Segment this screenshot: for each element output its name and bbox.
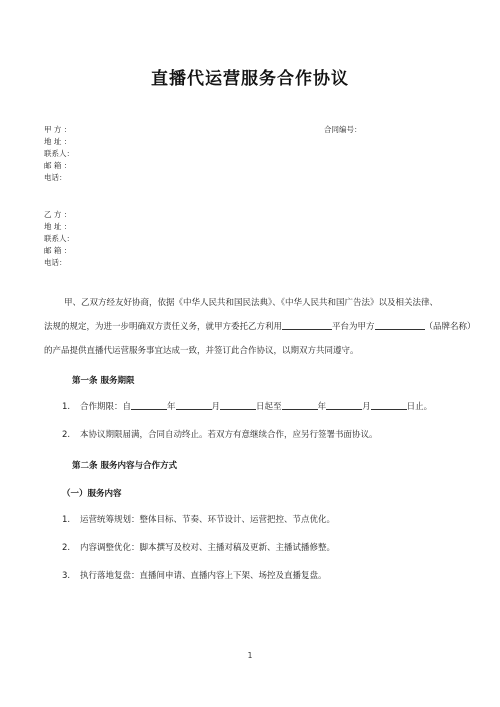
end-month-blank — [326, 402, 362, 410]
item-number: 2. — [62, 430, 71, 440]
item-number: 1. — [62, 515, 71, 525]
article-1-item-2 — [62, 430, 378, 440]
party-a-phone-label: 电话： — [44, 173, 67, 182]
end-day-blank — [371, 402, 407, 410]
term-prefix: 合作期限：自 — [80, 402, 132, 412]
month-label: 月 — [362, 402, 371, 412]
item-text: 本协议期限届满，合同自动终止。若双方有意继续合作，应另行签署书面协议。 — [80, 430, 378, 440]
platform-blank — [282, 322, 332, 330]
year-label: 年 — [167, 402, 176, 412]
item-text: 运营统筹规划：整体目标、节奏、环节设计、运营把控、节点优化。 — [80, 515, 336, 525]
intro-line-1: 甲、乙双方经友好协商，依据《中华人民共和国民法典》、《中华人民共和国广告法》以及相关法律、 — [64, 298, 439, 308]
list-item — [62, 515, 335, 525]
month-label: 月 — [211, 402, 221, 412]
party-b-contact-label: 联系人： — [44, 234, 74, 243]
party-b-name-label: 乙 方 ： — [44, 210, 72, 219]
intro-line-2 — [44, 322, 476, 332]
item-number: 3. — [62, 571, 71, 581]
page-number: 1 — [247, 651, 253, 660]
intro-line-2-part-a: 法规的规定，为进一步明确双方责任义务，就甲方委托乙方利用 — [44, 322, 283, 332]
contract-number-label: 合同编号： — [324, 125, 362, 134]
intro-line-3: 的产品提供直播代运营服务事宜达成一致，并签订此合作协议，以期双方共同遵守。 — [44, 346, 359, 356]
article-2-heading: 第二条 服务内容与合作方式 — [72, 461, 177, 471]
party-a-contact-label: 联系人： — [44, 149, 74, 158]
intro-line-2-part-c: （品牌名称） — [424, 322, 476, 332]
service-content-subheading: （一）服务内容 — [62, 489, 122, 499]
start-year-blank — [131, 402, 167, 410]
document-title: 直播代运营服务合作协议 — [151, 69, 349, 89]
list-item — [62, 571, 327, 581]
party-a-address-label: 地 址 ： — [44, 137, 72, 146]
brand-blank — [375, 322, 425, 330]
start-day-blank — [220, 402, 256, 410]
party-a-email-label: 邮 箱 ： — [44, 161, 72, 170]
item-number: 1. — [62, 402, 71, 412]
from-label: 日起至 — [256, 402, 282, 412]
intro-line-2-part-b: 平台为甲方 — [332, 322, 375, 332]
article-1-heading: 第一条 服务期限 — [72, 376, 135, 386]
party-b-phone-label: 电话： — [44, 258, 67, 267]
party-a-name-label: 甲 方 ： — [44, 125, 72, 134]
end-year-blank — [282, 402, 318, 410]
to-label: 日止。 — [406, 402, 433, 412]
item-text: 内容调整优化：脚本撰写及校对、主播对稿及更新、主播试播修整。 — [80, 543, 336, 553]
party-b-address-label: 地 址 ： — [44, 222, 72, 231]
start-month-blank — [176, 402, 212, 410]
year-label: 年 — [317, 402, 327, 412]
item-text: 执行落地复盘：直播间申请、直播内容上下架、场控及直播复盘。 — [80, 571, 327, 581]
party-b-email-label: 邮 箱 ： — [44, 246, 72, 255]
item-number: 2. — [62, 543, 71, 553]
list-item — [62, 543, 335, 553]
article-1-item-1 — [62, 402, 432, 412]
